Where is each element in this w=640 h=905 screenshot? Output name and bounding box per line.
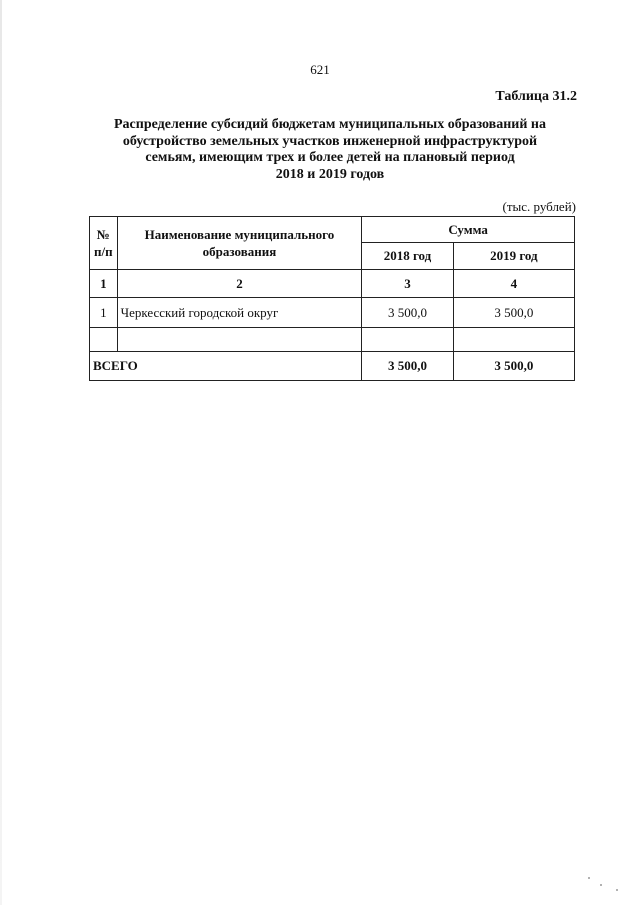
scan-speck bbox=[616, 889, 618, 891]
table-row bbox=[90, 298, 575, 328]
title-line-2: обустройство земельных участков инженерной инфраструктурой bbox=[122, 133, 538, 149]
units-note: (тыс. рублей) bbox=[502, 199, 576, 214]
header-sum: Сумма bbox=[362, 217, 575, 243]
row-number: 1 bbox=[90, 298, 118, 328]
header-year-2019: 2019 год bbox=[453, 243, 574, 270]
total-label: ВСЕГО bbox=[90, 352, 362, 381]
scan-edge bbox=[0, 0, 2, 905]
document-title bbox=[90, 117, 570, 183]
title-line-1: Распределение субсидий бюджетам муниципальных образований на bbox=[114, 117, 546, 132]
column-number-1: 1 bbox=[90, 270, 118, 298]
scan-speck bbox=[588, 877, 590, 879]
total-value-2019: 3 500,0 bbox=[453, 352, 574, 381]
table-label: Таблица 31.2 bbox=[495, 89, 577, 104]
row-municipality: Черкесский городской округ bbox=[117, 298, 362, 328]
header-name: Наименование муниципального образования bbox=[117, 217, 362, 270]
title-line-3: семьям, имеющим трех и более детей на плановый период bbox=[145, 150, 515, 165]
header-year-2018: 2018 год bbox=[362, 243, 453, 270]
scan-speck bbox=[600, 884, 602, 886]
column-number-4: 4 bbox=[453, 270, 574, 298]
subsidy-table bbox=[89, 216, 575, 381]
total-row bbox=[90, 352, 575, 381]
row-value-2018: 3 500,0 bbox=[362, 298, 453, 328]
header-number: № п/п bbox=[90, 217, 118, 270]
column-number-2: 2 bbox=[117, 270, 362, 298]
total-value-2018: 3 500,0 bbox=[362, 352, 453, 381]
empty-row bbox=[90, 328, 575, 352]
title-line-4: 2018 и 2019 годов bbox=[275, 166, 385, 182]
column-number-3: 3 bbox=[362, 270, 453, 298]
page-number: 621 bbox=[310, 62, 330, 77]
row-value-2019: 3 500,0 bbox=[453, 298, 574, 328]
